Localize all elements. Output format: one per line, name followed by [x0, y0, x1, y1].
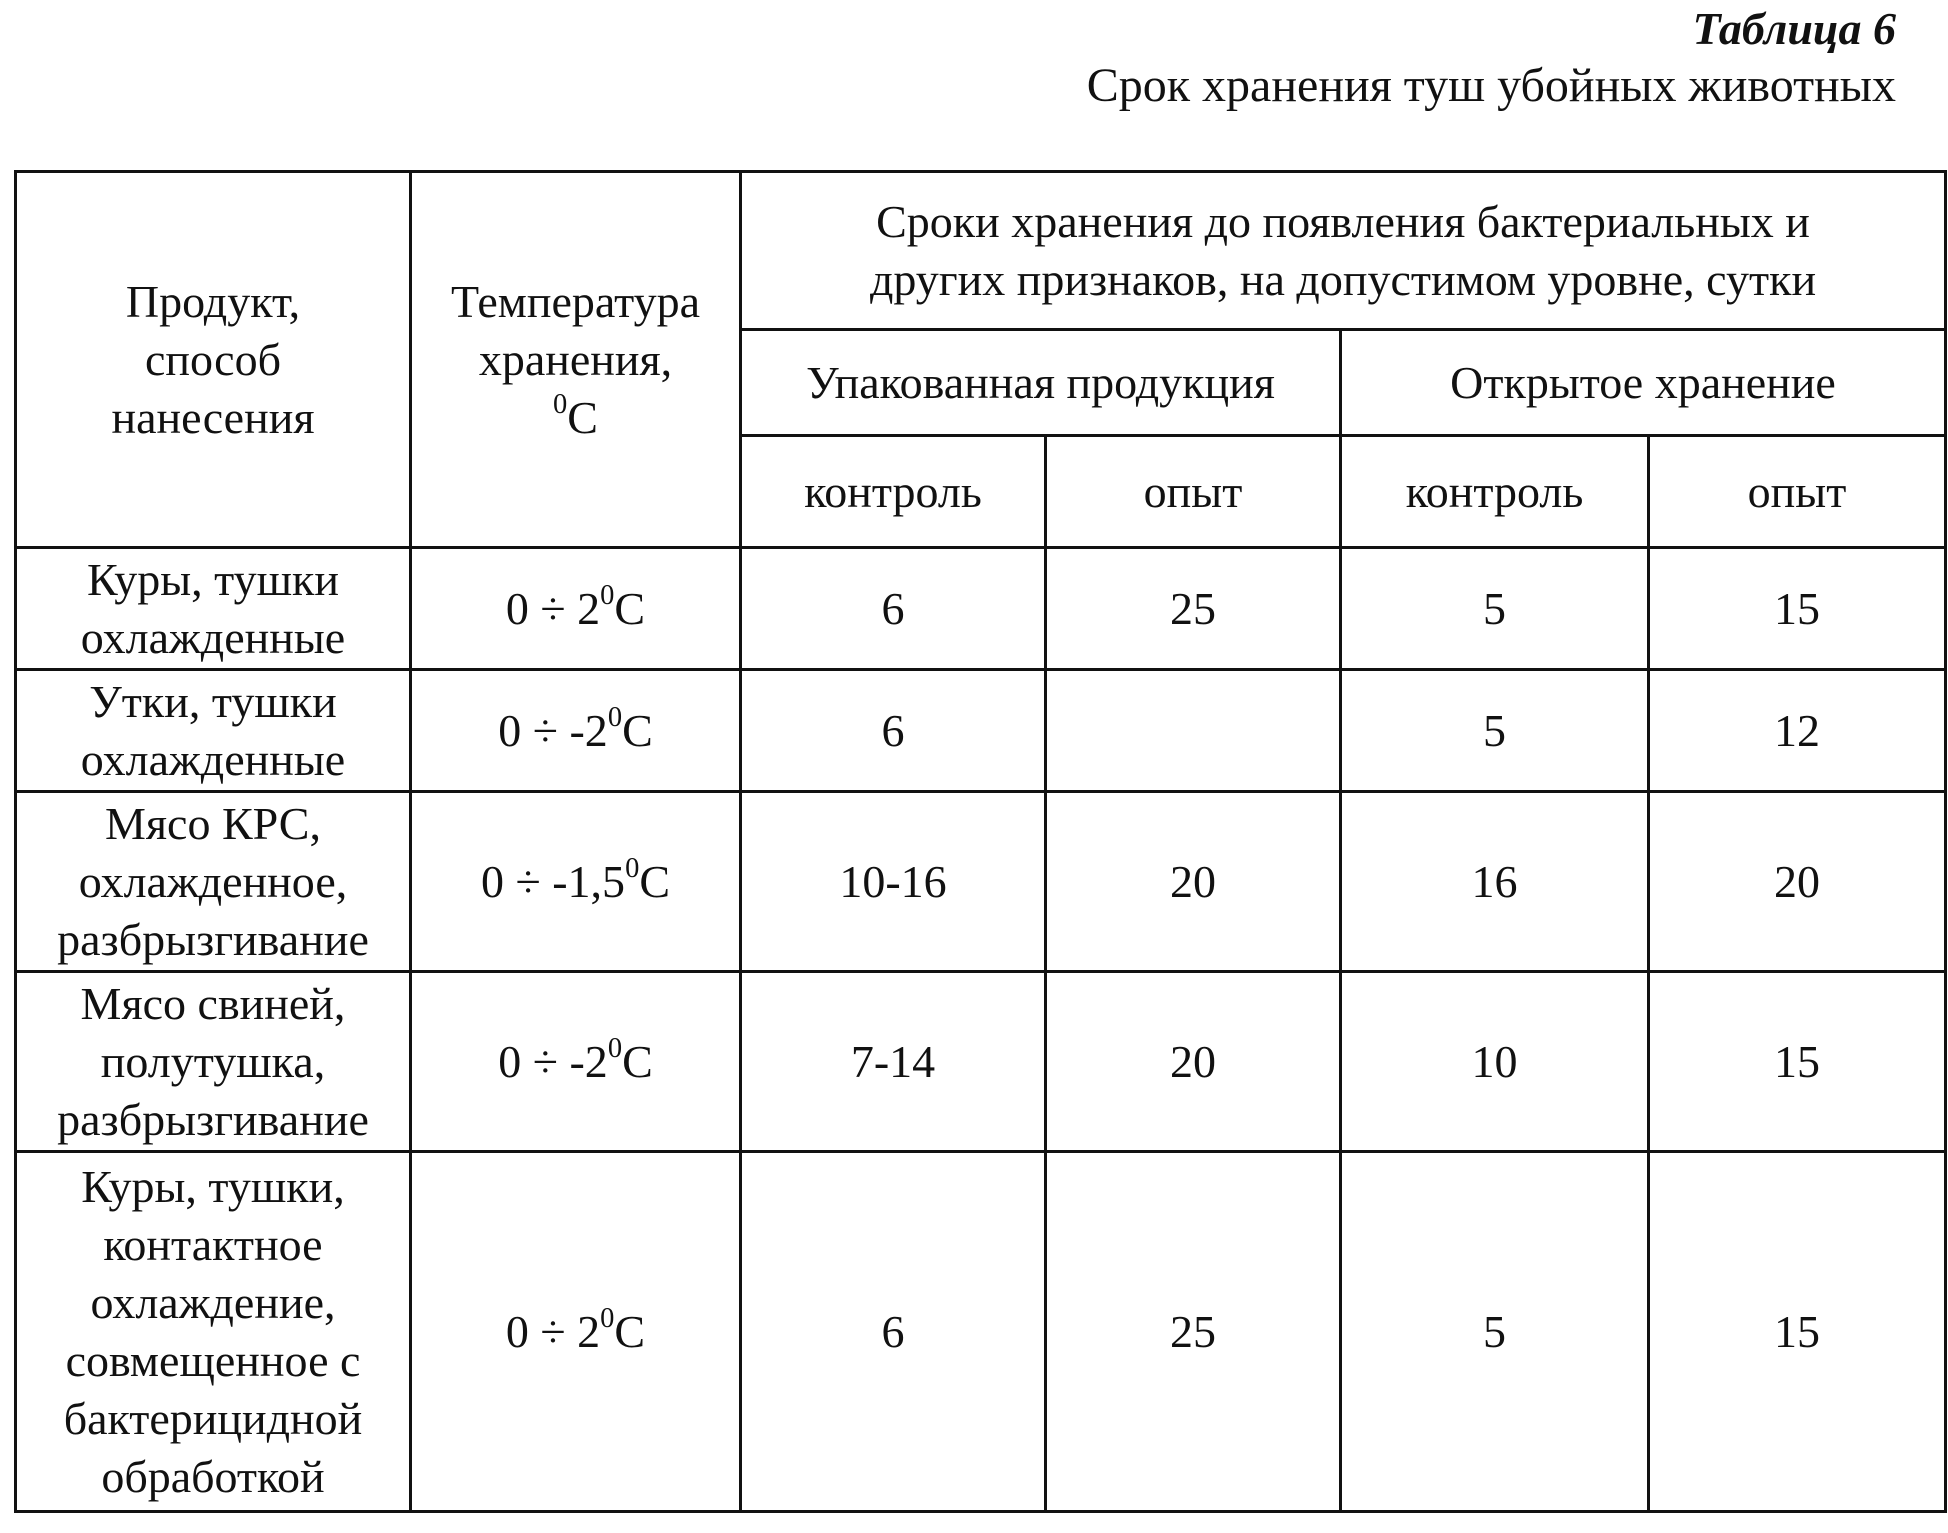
header-temperature — [411, 172, 741, 548]
cell-packaged-experiment: 25 — [1046, 1152, 1341, 1512]
table-label: Таблица 6 — [1692, 3, 1896, 54]
table-row — [16, 670, 1946, 792]
cell-open-experiment: 15 — [1649, 972, 1946, 1152]
cell-temperature-unit: C — [622, 1035, 653, 1087]
cell-temperature-unit: C — [622, 704, 653, 756]
cell-temperature-value: 0 ÷ -1,5 — [480, 855, 626, 907]
cell-packaged-experiment: 25 — [1046, 548, 1341, 670]
cell-temperature-degree: 0 — [607, 701, 623, 733]
header-packaged: Упакованная продукция — [741, 330, 1341, 436]
header-open-experiment: опыт — [1649, 436, 1946, 548]
cell-temperature-degree: 0 — [600, 1302, 615, 1334]
header-open: Открытое хранение — [1341, 330, 1946, 436]
cell-packaged-control: 6 — [741, 670, 1046, 792]
cell-open-experiment: 20 — [1649, 792, 1946, 972]
cell-temperature-unit: C — [614, 1305, 646, 1357]
cell-temperature — [411, 670, 741, 792]
cell-packaged-experiment: 20 — [1046, 972, 1341, 1152]
cell-product: Утки, тушки охлажденные — [16, 670, 411, 792]
table-row — [16, 548, 1946, 670]
header-packaged-control: контроль — [741, 436, 1046, 548]
cell-temperature-degree: 0 — [600, 579, 615, 611]
cell-packaged-experiment: 20 — [1046, 792, 1341, 972]
cell-open-control: 5 — [1341, 548, 1649, 670]
table-row — [16, 1152, 1946, 1512]
cell-temperature — [411, 972, 741, 1152]
header-open-control: контроль — [1341, 436, 1649, 548]
storage-table — [14, 170, 1947, 1513]
table-row — [16, 972, 1946, 1152]
header-temperature-text: Температура хранения, — [450, 275, 701, 385]
cell-temperature-value: 0 ÷ -2 — [498, 1035, 608, 1087]
table-title: Срок хранения туш убойных животных — [1086, 59, 1896, 112]
cell-product: Мясо свиней, полутушка, разбрызгивание — [16, 972, 411, 1152]
cell-product: Куры, тушки, контактное охлаждение, совмещенное с бактерицидной обработкой — [16, 1152, 411, 1512]
cell-temperature-value: 0 ÷ 2 — [505, 1305, 601, 1357]
cell-packaged-control: 6 — [741, 1152, 1046, 1512]
cell-open-experiment: 15 — [1649, 1152, 1946, 1512]
cell-open-control: 5 — [1341, 1152, 1649, 1512]
header-product: Продукт, способ нанесения — [16, 172, 411, 548]
header-packaged-experiment: опыт — [1046, 436, 1341, 548]
cell-open-control: 10 — [1341, 972, 1649, 1152]
cell-temperature-unit: C — [639, 855, 671, 907]
header-row-1 — [16, 172, 1946, 330]
header-temperature-degree: 0 — [553, 388, 568, 420]
cell-temperature-unit: C — [614, 582, 646, 634]
cell-open-control: 5 — [1341, 670, 1649, 792]
cell-packaged-control: 10-16 — [741, 792, 1046, 972]
cell-temperature — [411, 548, 741, 670]
cell-temperature-value: 0 ÷ -2 — [498, 704, 608, 756]
cell-packaged-control: 7-14 — [741, 972, 1046, 1152]
header-storage-group: Сроки хранения до появления бактериальных и других признаков, на допустимом уровне, сутки — [741, 172, 1946, 330]
cell-temperature-degree: 0 — [607, 1032, 623, 1064]
cell-open-control: 16 — [1341, 792, 1649, 972]
cell-temperature — [411, 792, 741, 972]
cell-temperature — [411, 1152, 741, 1512]
header-temperature-unit: C — [567, 391, 598, 443]
cell-temperature-value: 0 ÷ 2 — [505, 582, 601, 634]
cell-open-experiment: 15 — [1649, 548, 1946, 670]
cell-packaged-control: 6 — [741, 548, 1046, 670]
cell-open-experiment: 12 — [1649, 670, 1946, 792]
table-row — [16, 792, 1946, 972]
cell-product: Мясо КРС, охлажденное, разбрызгивание — [16, 792, 411, 972]
cell-packaged-experiment — [1046, 670, 1341, 792]
cell-temperature-degree: 0 — [625, 852, 640, 884]
cell-product: Куры, тушки охлажденные — [16, 548, 411, 670]
